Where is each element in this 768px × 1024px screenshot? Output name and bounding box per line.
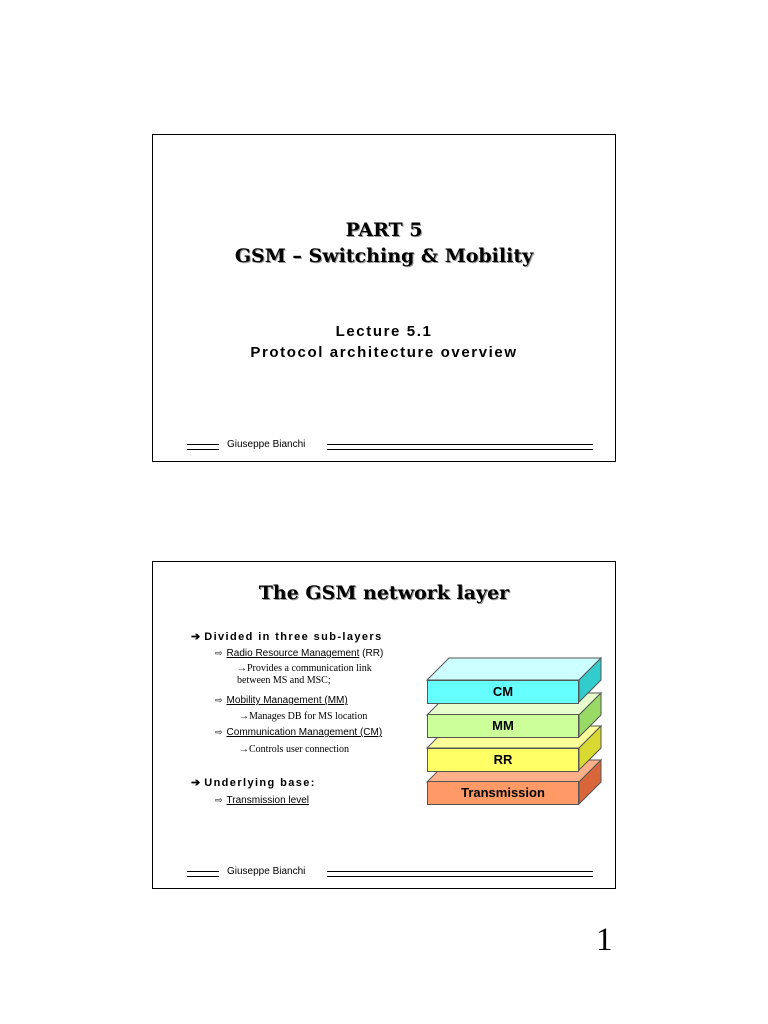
- list-item: [215, 695, 348, 706]
- bullet-underlying: [191, 776, 316, 789]
- arrow-bullet-icon: ➔: [191, 631, 201, 643]
- layer-label: RR: [493, 752, 513, 767]
- item-suffix: (RR): [359, 648, 384, 659]
- bullet-sublayers: [191, 630, 383, 643]
- list-item: [215, 727, 382, 738]
- footer-author: Giuseppe Bianchi: [227, 866, 306, 877]
- slide-footer: [187, 868, 593, 880]
- slide-footer: [187, 441, 593, 453]
- item-detail: →Controls user connection: [239, 744, 349, 755]
- footer-rule-left: [187, 871, 219, 877]
- title-slide: [152, 134, 616, 462]
- layer-label: MM: [492, 718, 514, 733]
- cm-layer: [427, 680, 579, 704]
- part-title: PART 5: [345, 219, 423, 241]
- rr-layer: [427, 748, 579, 772]
- mm-layer: [427, 714, 579, 738]
- arrow-bullet-icon: ➔: [191, 777, 201, 789]
- slide-title: The GSM network layer: [258, 582, 510, 604]
- hollow-arrow-icon: ⇨: [215, 648, 223, 658]
- layer-label: Transmission: [461, 785, 545, 800]
- list-item: [215, 795, 309, 806]
- lecture-title: Protocol architecture overview: [250, 344, 518, 361]
- item-label: Transmission level: [226, 795, 309, 806]
- hollow-arrow-icon: ⇨: [215, 727, 223, 737]
- footer-rule-right: [327, 444, 593, 450]
- cm-layer-top: [427, 658, 601, 680]
- transmission-layer: [427, 781, 579, 805]
- layer-label: CM: [492, 684, 514, 699]
- item-label: Radio Resource Management: [226, 648, 360, 659]
- lecture-number: Lecture 5.1: [335, 323, 433, 340]
- page-number: 1: [596, 922, 613, 958]
- slide-subtitle: GSM – Switching & Mobility: [234, 245, 534, 267]
- list-item: [215, 648, 383, 659]
- bullet-text: Underlying base:: [204, 777, 316, 789]
- bullet-text: Divided in three sub-layers: [204, 631, 383, 643]
- item-detail: →Provides a communication link between MS and MSC;: [237, 663, 372, 686]
- footer-rule-left: [187, 444, 219, 450]
- hollow-arrow-icon: ⇨: [215, 695, 223, 705]
- footer-rule-right: [327, 871, 593, 877]
- content-slide: [152, 561, 616, 889]
- footer-author: Giuseppe Bianchi: [227, 439, 306, 450]
- hollow-arrow-icon: ⇨: [215, 795, 223, 805]
- item-detail: →Manages DB for MS location: [239, 711, 368, 722]
- item-label: Mobility Management (MM): [226, 695, 348, 706]
- item-label: Communication Management (CM): [226, 727, 383, 738]
